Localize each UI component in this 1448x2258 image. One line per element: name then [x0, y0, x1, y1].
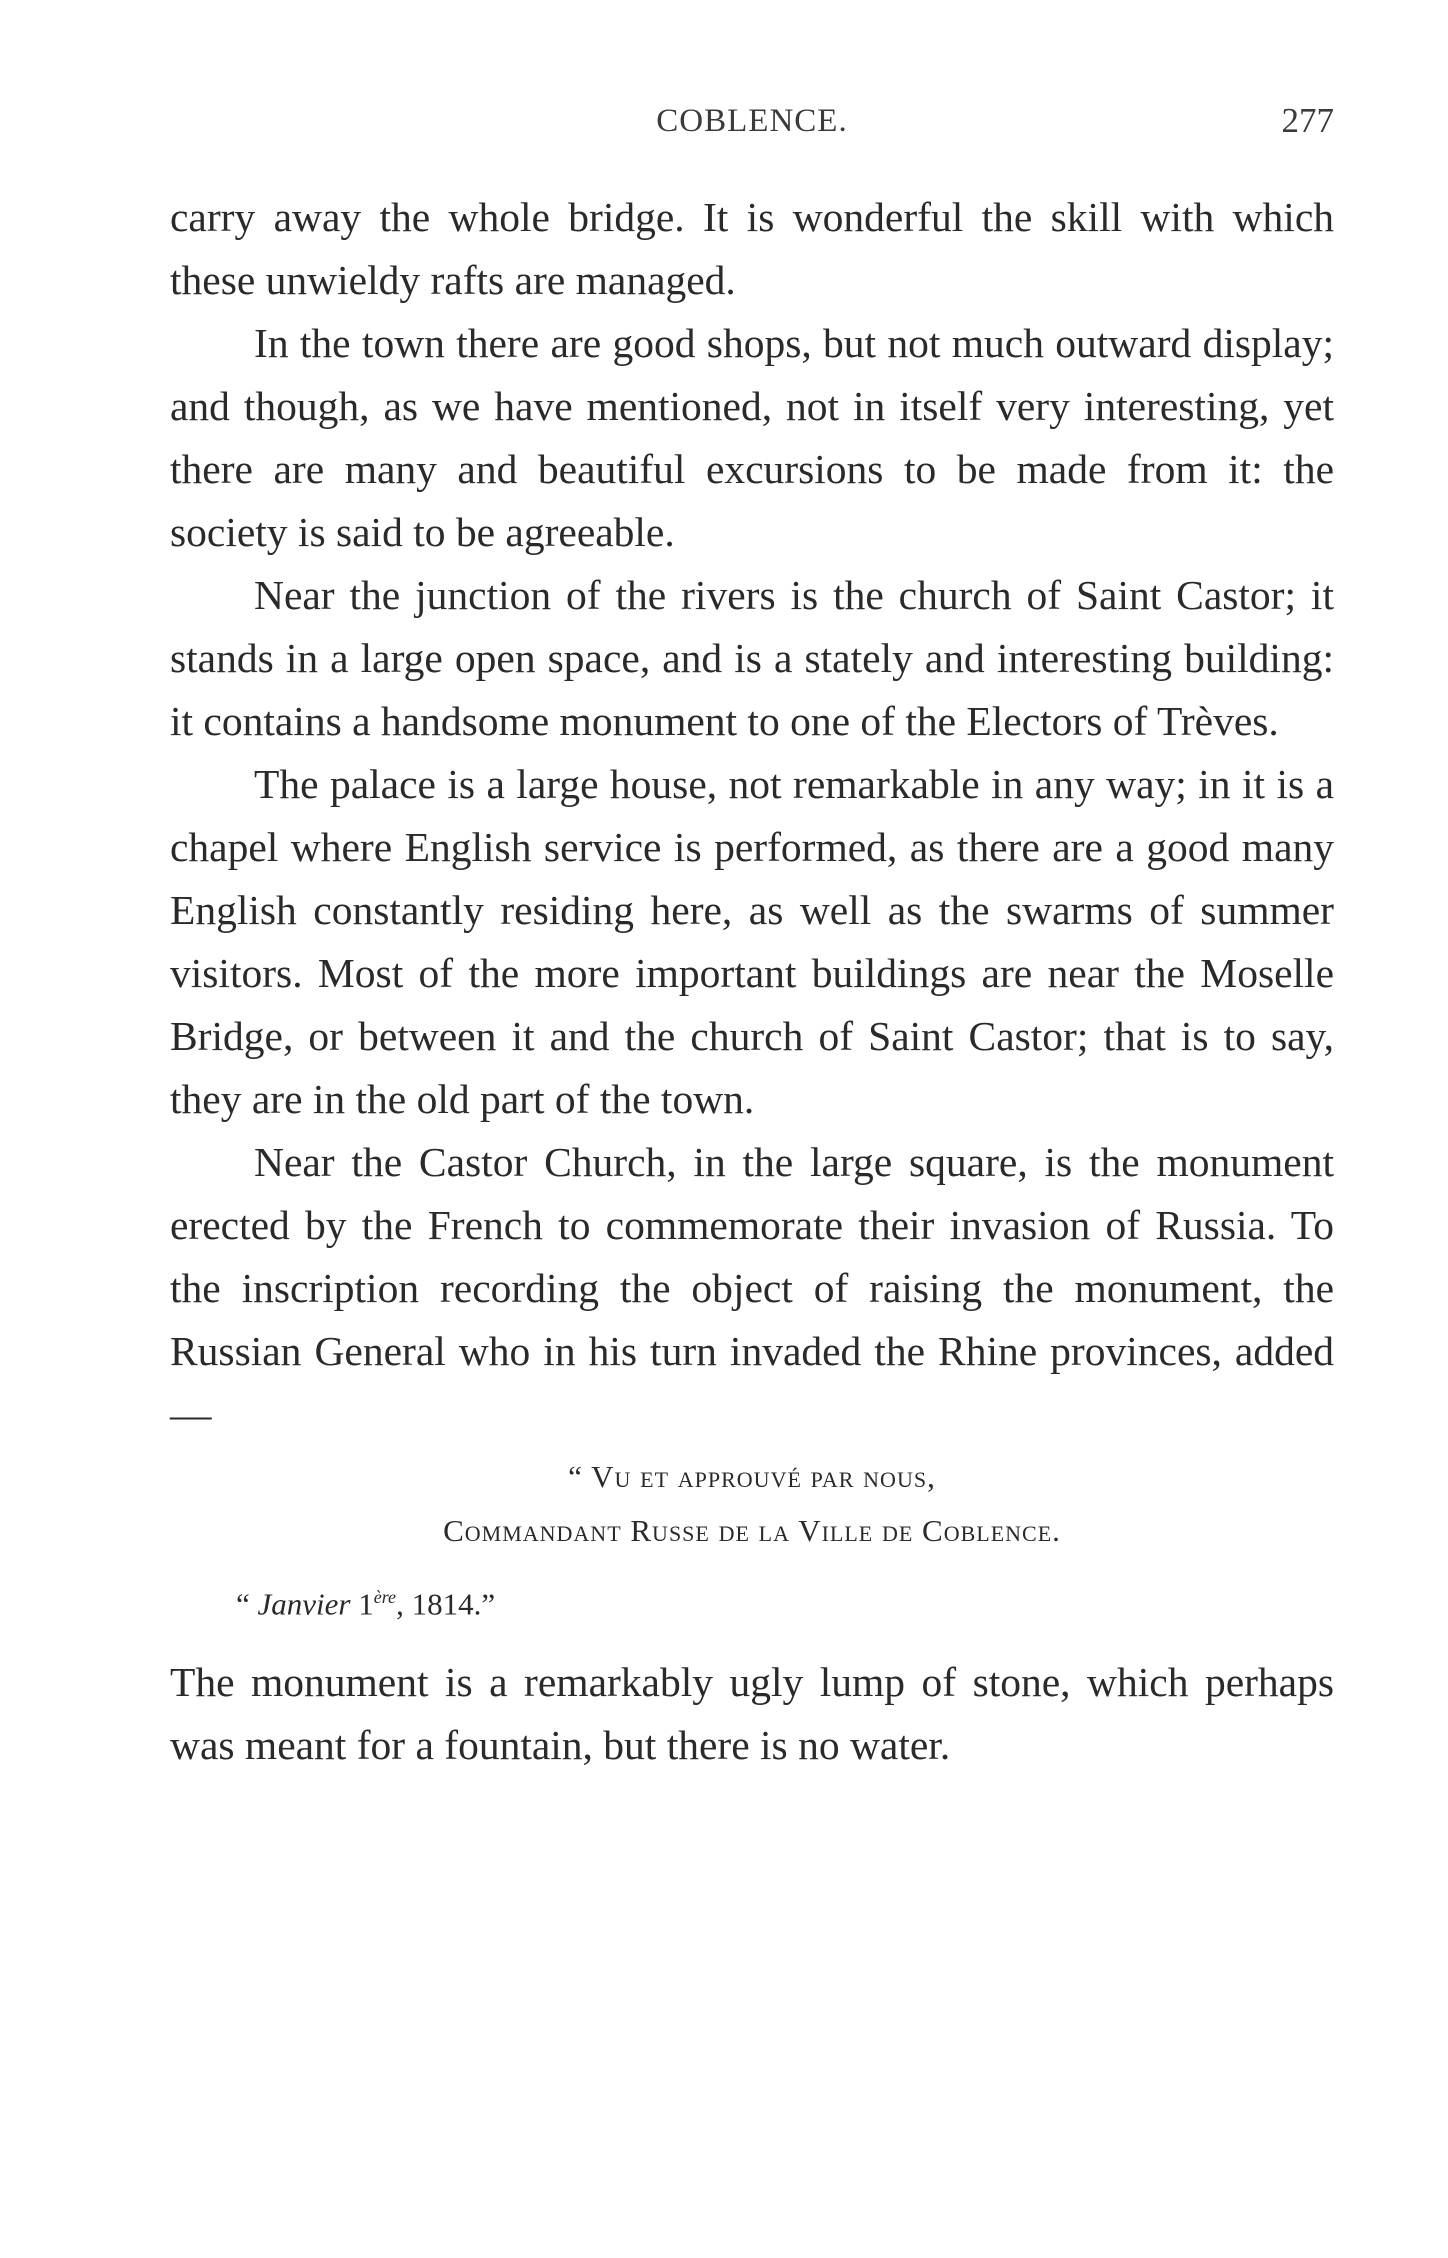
running-head: COBLENCE.: [656, 103, 848, 139]
paragraph-5: Near the Castor Church, in the large square, is the monument erected by the French to commemorate their invasion of Russia. To the inscription recording the object of raising the monument, the Russian General who in his turn invaded the Rhine provinces, added—: [170, 1139, 1334, 1437]
inscription-date-year: , 1814.”: [396, 1586, 496, 1622]
inscription-date: [236, 1570, 1334, 1631]
page-header: [170, 96, 1334, 146]
inscription-line-1: “ Vu et approuvé par nous,: [568, 1459, 936, 1494]
paragraph-4: The palace is a large house, not remarkable in any way; in it is a chapel where English service is performed, as there are a good many English constantly residing here, as well as the swarms of summer visitors. Most of the more important buildings are near the Moselle Bridge, or between it and the church of Saint Castor; that is to say, they are in the old part of the town.: [170, 761, 1334, 1122]
inscription-date-month: Janvier: [257, 1586, 351, 1622]
inscription-line-2: Commandant Russe de la Ville de Coblence.: [443, 1513, 1061, 1548]
paragraph-3: Near the junction of the rivers is the church of Saint Castor; it stands in a large open space, and is a stately and interesting building: it contains a handsome monument to one of the Electors of Trèves.: [170, 572, 1334, 744]
page-number: 277: [1281, 101, 1334, 140]
inscription-date-ordinal: ère: [373, 1587, 397, 1607]
paragraph-2: In the town there are good shops, but not much outward display; and though, as we have mentioned, not in itself very interesting, yet there are many and beautiful excursions to be made from it: the society is said to be agreeable.: [170, 320, 1334, 555]
inscription-date-day: 1: [350, 1586, 374, 1622]
paragraph-1: carry away the whole bridge. It is wonderful the skill with which these unwieldy rafts are managed.: [170, 194, 1334, 303]
paragraph-6: The monument is a remarkably ugly lump of stone, which perhaps was meant for a fountain, but there is no water.: [170, 1659, 1334, 1769]
body-text: [170, 186, 1334, 1777]
inscription-date-open-quote: “: [236, 1586, 258, 1622]
